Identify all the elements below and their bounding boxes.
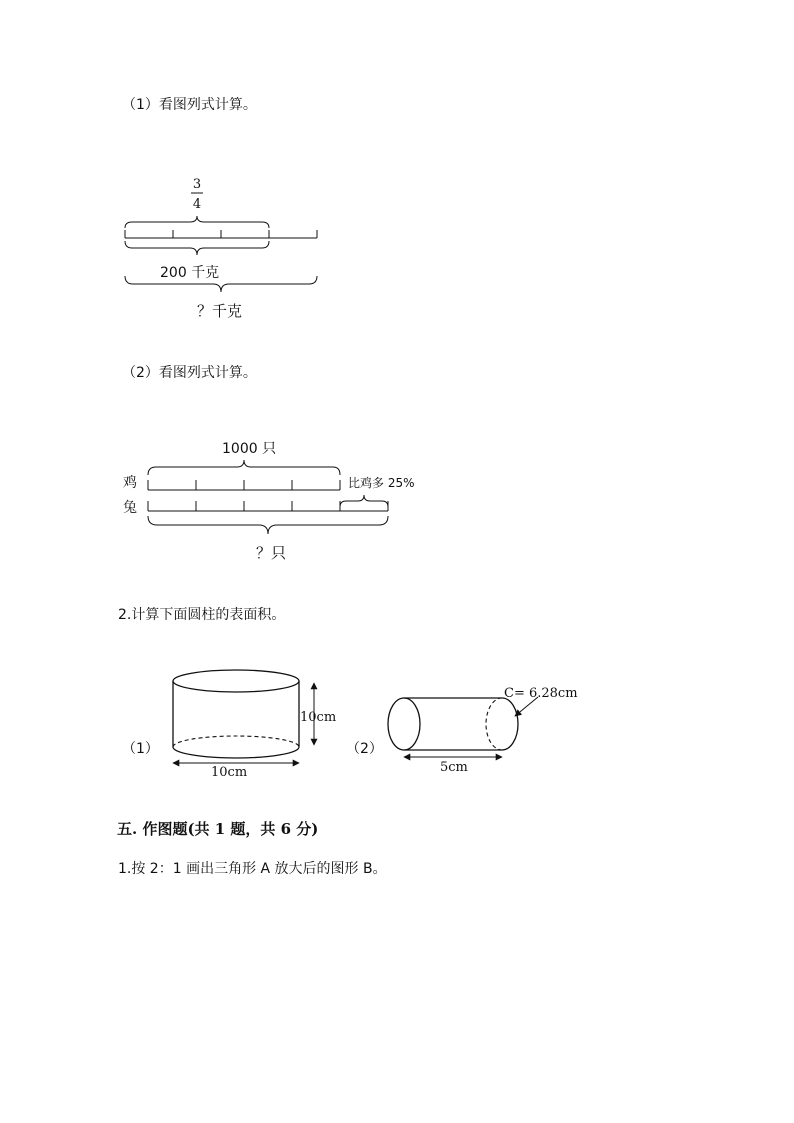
cylinder-prompt: 2.计算下面圆柱的表面积。 xyxy=(118,607,286,623)
section5-question1: 1.按 2：1 画出三角形 A 放大后的图形 B。 xyxy=(118,861,387,877)
q1-part-label: 200 千克 xyxy=(160,265,220,281)
cylinder-fig2-label: （2） xyxy=(346,741,383,757)
cylinder-2-length-label: 5cm xyxy=(440,760,468,775)
q2-top-label: 1000 只 xyxy=(222,441,277,457)
q2-prompt: （2）看图列式计算。 xyxy=(122,365,257,381)
q1-prompt: （1）看图列式计算。 xyxy=(122,97,257,113)
cylinder-2-circumference-label: C= 6.28cm xyxy=(504,686,578,701)
cylinder-1-height-label: 10cm xyxy=(300,710,337,725)
cylinder-2 xyxy=(388,698,518,750)
cylinder-1 xyxy=(173,670,299,758)
q1-whole-label: ？千克 xyxy=(197,302,243,320)
q1-fraction-numerator: 3 xyxy=(192,177,202,192)
cylinder-1-diameter-label: 10cm xyxy=(211,765,248,780)
section5-heading: 五. 作图题(共 1 题，共 6 分) xyxy=(117,820,319,838)
cylinder-fig1-label: （1） xyxy=(122,741,159,757)
q2-row2-label: 兔 xyxy=(123,500,137,516)
q2-row1-label: 鸡 xyxy=(123,475,137,491)
q1-fraction-denominator: 4 xyxy=(192,197,202,212)
q2-extra-label: 比鸡多 25% xyxy=(348,476,415,490)
q2-whole-label: ？只 xyxy=(256,544,287,562)
